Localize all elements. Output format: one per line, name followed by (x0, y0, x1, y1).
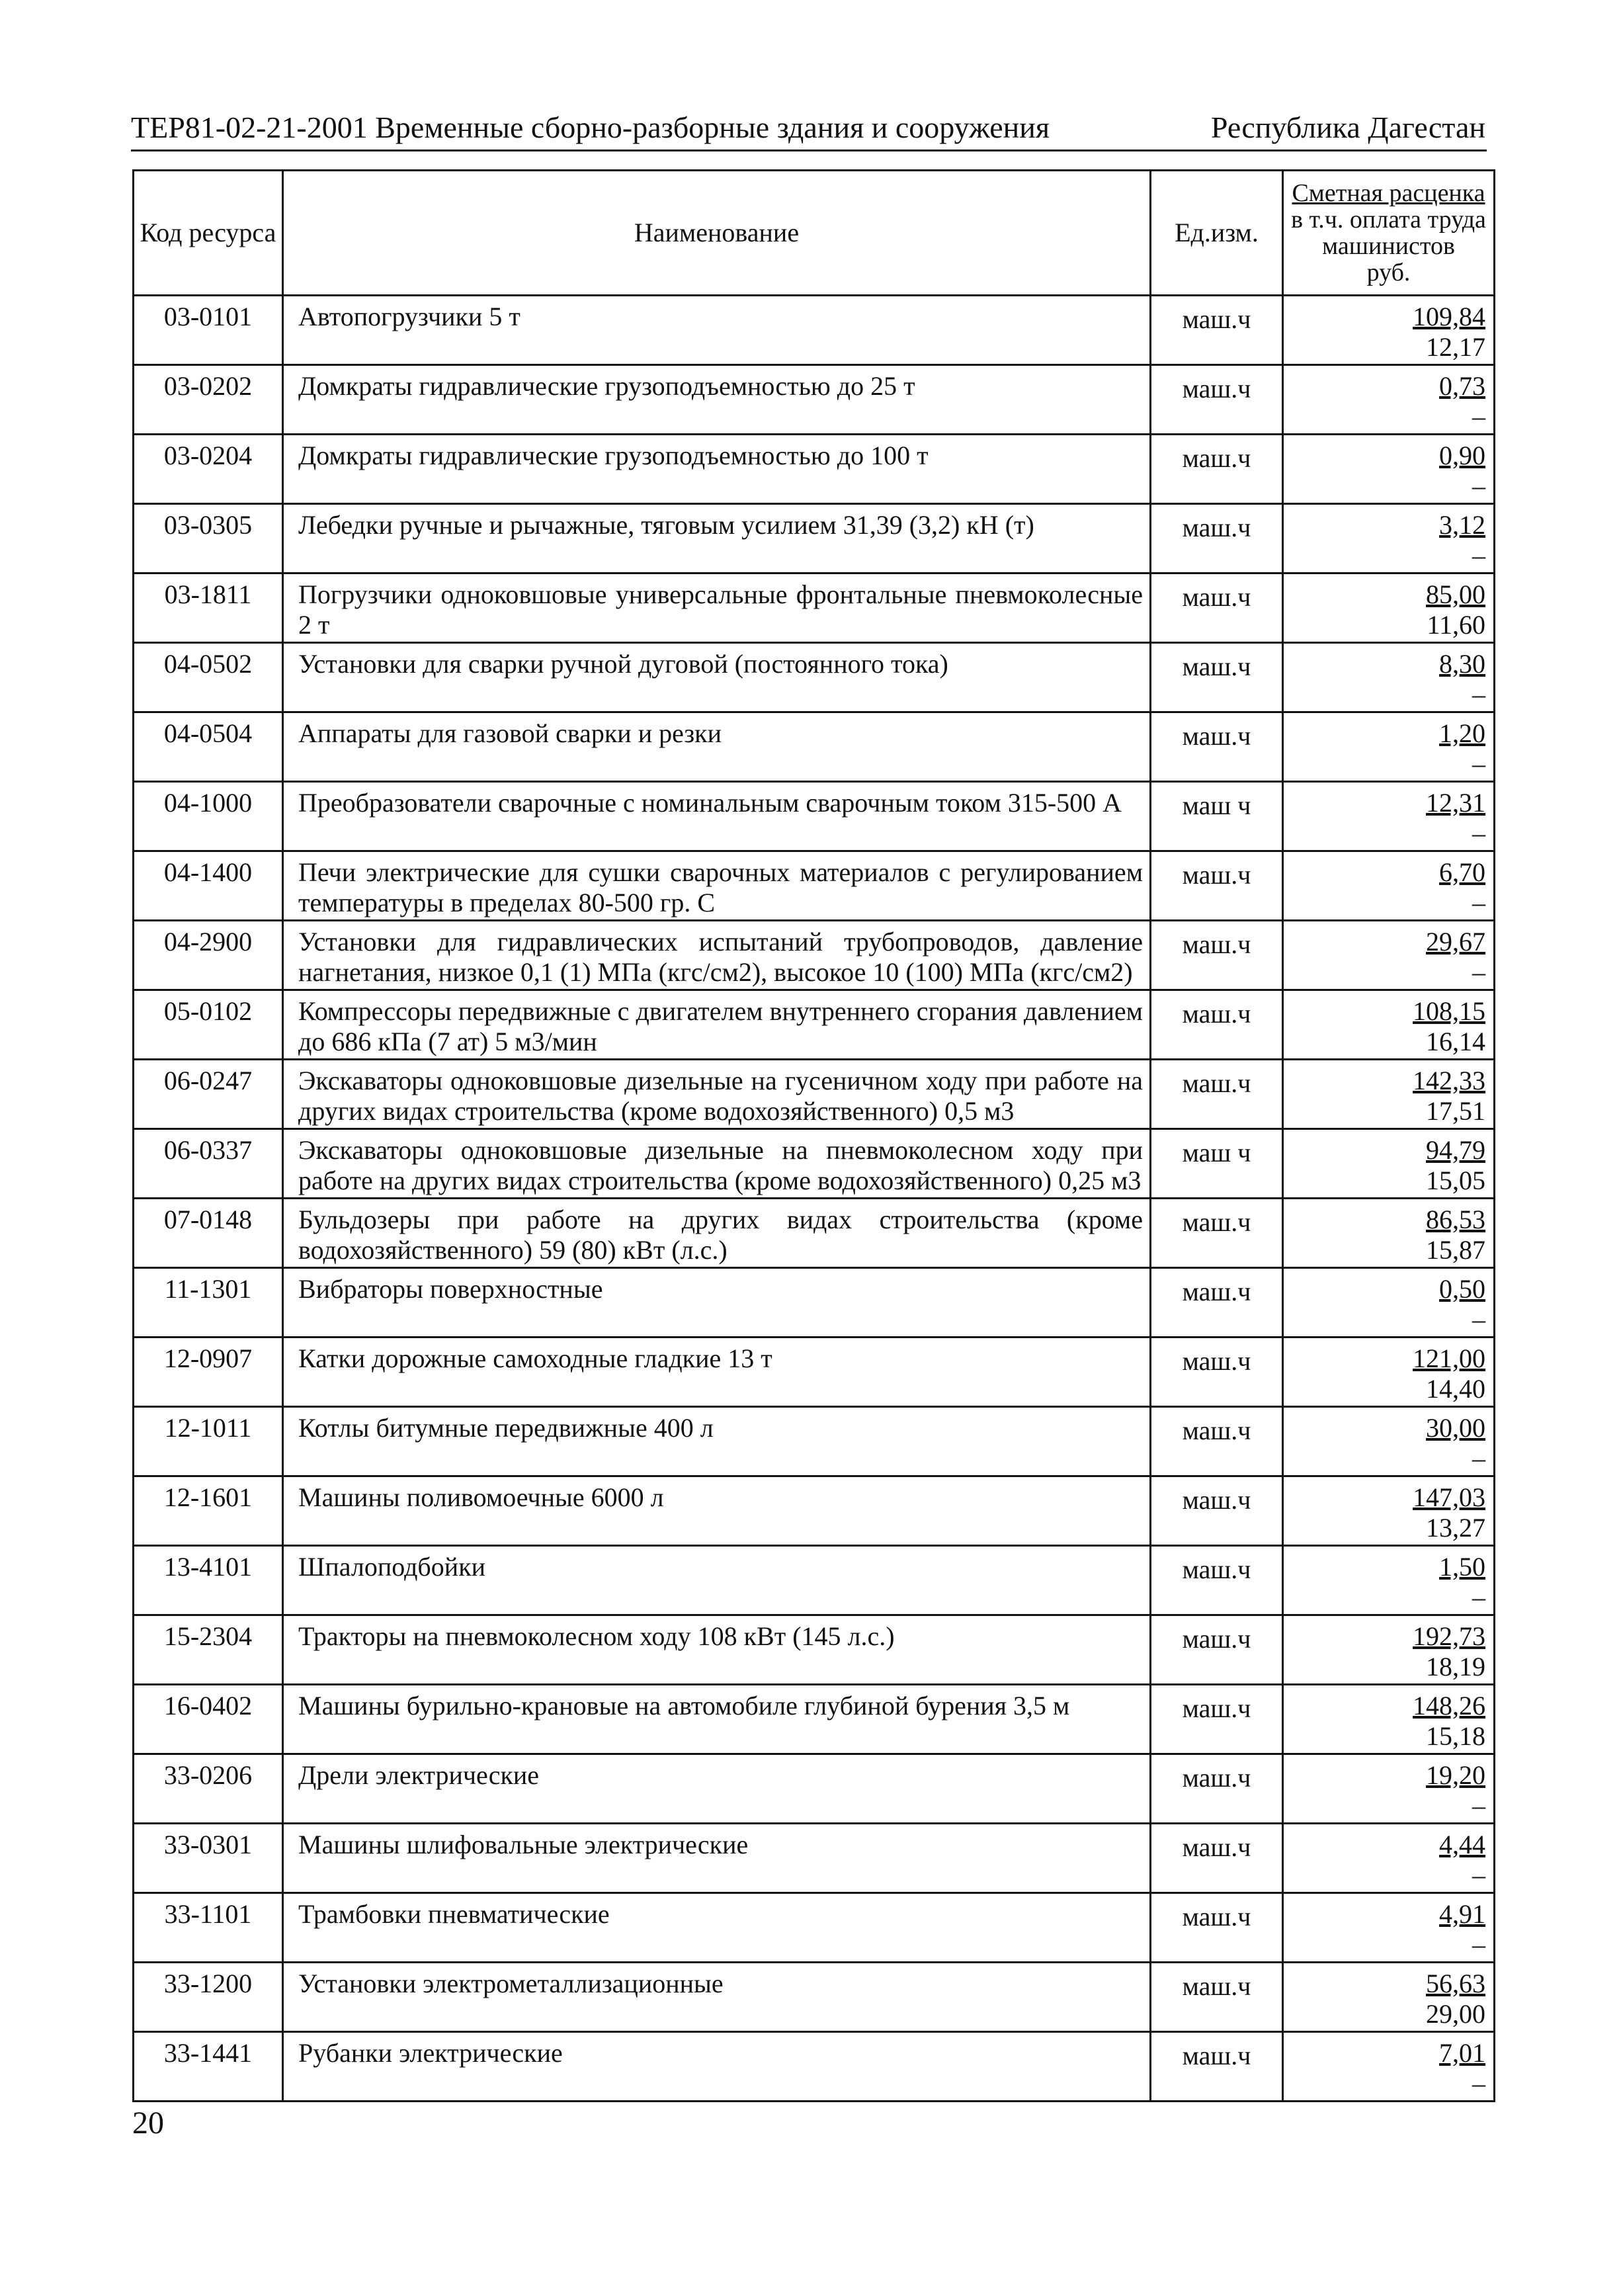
rate-cell (1283, 1338, 1495, 1407)
resource-name: Трамбовки пневматические (283, 1893, 1151, 1963)
machine-rates-table (132, 169, 1495, 2102)
table-row (134, 1824, 1495, 1893)
resource-name: Печи электрические для сушки сварочных материалов с регулированием температуры в пределах 80-500 гр. С (283, 851, 1151, 921)
estimated-rate: 0,50 (1439, 1274, 1485, 1304)
rate-cell (1283, 1824, 1495, 1893)
operator-labor-cost: 15,18 (1426, 1721, 1485, 1751)
operator-labor-cost: – (1472, 1443, 1485, 1473)
table-row (134, 1476, 1495, 1546)
estimated-rate: 6,70 (1439, 857, 1485, 887)
resource-name: Котлы битумные передвижные 400 л (283, 1407, 1151, 1476)
resource-name: Вибраторы поверхностные (283, 1268, 1151, 1338)
resource-code: 03-0305 (134, 504, 283, 574)
header-rule (131, 149, 1487, 151)
estimated-rate: 1,20 (1439, 718, 1485, 748)
unit-of-measure: маш.ч (1151, 1199, 1283, 1268)
estimated-rate: 109,84 (1413, 302, 1485, 331)
operator-labor-cost: – (1472, 1860, 1485, 1890)
resource-code: 16-0402 (134, 1685, 283, 1754)
resource-code: 04-0504 (134, 712, 283, 782)
resource-name: Машины поливомоечные 6000 л (283, 1476, 1151, 1546)
estimated-rate: 148,26 (1413, 1691, 1485, 1721)
operator-labor-cost: 12,17 (1426, 332, 1485, 362)
estimated-rate: 85,00 (1426, 579, 1485, 609)
resource-name: Рубанки электрические (283, 2032, 1151, 2102)
resource-name: Дрели электрические (283, 1754, 1151, 1824)
operator-labor-cost: 13,27 (1426, 1513, 1485, 1543)
column-header-name: Наименование (283, 171, 1151, 296)
table-row (134, 435, 1495, 504)
estimated-rate: 121,00 (1413, 1343, 1485, 1373)
estimated-rate: 19,20 (1426, 1760, 1485, 1790)
operator-labor-cost: 18,19 (1426, 1652, 1485, 1681)
page-header (131, 106, 1485, 149)
estimated-rate: 108,15 (1413, 996, 1485, 1026)
table-header-row (134, 171, 1495, 296)
unit-of-measure: маш.ч (1151, 990, 1283, 1060)
resource-name: Установки для гидравлических испытаний трубопроводов, давление нагнетания, низкое 0,1 (1) МПа (кгс/см2), высокое 10 (100) МПа (кгс/см2) (283, 921, 1151, 990)
operator-labor-cost: – (1472, 1791, 1485, 1820)
table-row (134, 1129, 1495, 1199)
table-row (134, 296, 1495, 365)
table-row (134, 921, 1495, 990)
operator-labor-cost: – (1472, 749, 1485, 779)
operator-labor-cost: – (1472, 540, 1485, 570)
unit-of-measure: маш.ч (1151, 435, 1283, 504)
unit-of-measure: маш.ч (1151, 1893, 1283, 1963)
rate-cell (1283, 1268, 1495, 1338)
unit-of-measure: маш.ч (1151, 365, 1283, 435)
operator-labor-cost: 15,05 (1426, 1166, 1485, 1195)
table-row (134, 1407, 1495, 1476)
resource-code: 04-2900 (134, 921, 283, 990)
rate-cell (1283, 782, 1495, 851)
unit-of-measure: маш.ч (1151, 1546, 1283, 1615)
table-row (134, 1060, 1495, 1129)
rate-cell (1283, 1893, 1495, 1963)
unit-of-measure: маш ч (1151, 782, 1283, 851)
resource-name: Установки для сварки ручной дуговой (постоянного тока) (283, 643, 1151, 712)
rate-cell (1283, 921, 1495, 990)
unit-of-measure: маш.ч (1151, 2032, 1283, 2102)
resource-code: 04-1000 (134, 782, 283, 851)
unit-of-measure: маш.ч (1151, 1268, 1283, 1338)
resource-name: Катки дорожные самоходные гладкие 13 т (283, 1338, 1151, 1407)
rate-cell (1283, 1963, 1495, 2032)
unit-of-measure: маш.ч (1151, 1476, 1283, 1546)
operator-labor-cost: 14,40 (1426, 1374, 1485, 1404)
resource-name: Погрузчики одноковшовые универсальные фронтальные пневмоколесные 2 т (283, 574, 1151, 643)
rate-cell (1283, 296, 1495, 365)
operator-labor-cost: – (1472, 888, 1485, 917)
estimated-rate: 56,63 (1426, 1969, 1485, 1998)
operator-labor-cost: 16,14 (1426, 1027, 1485, 1056)
rate-cell (1283, 504, 1495, 574)
table-row (134, 851, 1495, 921)
resource-code: 33-0301 (134, 1824, 283, 1893)
unit-of-measure: маш.ч (1151, 1060, 1283, 1129)
operator-labor-cost: 11,60 (1427, 610, 1485, 640)
resource-name: Компрессоры передвижные с двигателем внутреннего сгорания давлением до 686 кПа (7 ат) 5 м3/мин (283, 990, 1151, 1060)
operator-labor-cost: 15,87 (1426, 1235, 1485, 1265)
estimated-rate: 192,73 (1413, 1621, 1485, 1651)
operator-labor-cost: 29,00 (1426, 1999, 1485, 2029)
resource-code: 33-1441 (134, 2032, 283, 2102)
resource-code: 06-0337 (134, 1129, 283, 1199)
unit-of-measure: маш.ч (1151, 1824, 1283, 1893)
rate-cell (1283, 1754, 1495, 1824)
resource-code: 13-4101 (134, 1546, 283, 1615)
rate-cell (1283, 1615, 1495, 1685)
unit-of-measure: маш.ч (1151, 574, 1283, 643)
unit-of-measure: маш.ч (1151, 504, 1283, 574)
rate-cell (1283, 1546, 1495, 1615)
estimated-rate: 1,50 (1439, 1552, 1485, 1582)
resource-name: Машины бурильно-крановые на автомобиле глубиной бурения 3,5 м (283, 1685, 1151, 1754)
table-row (134, 1615, 1495, 1685)
region-label: Республика Дагестан (1210, 110, 1485, 144)
unit-of-measure: маш.ч (1151, 712, 1283, 782)
rate-cell (1283, 851, 1495, 921)
rate-cell (1283, 1129, 1495, 1199)
rate-cell (1283, 2032, 1495, 2102)
resource-name: Аппараты для газовой сварки и резки (283, 712, 1151, 782)
resource-name: Экскаваторы одноковшовые дизельные на пневмоколесном ходу при работе на других видах строительства (кроме водохозяйственного) 0,25 м3 (283, 1129, 1151, 1199)
operator-labor-cost: 17,51 (1426, 1096, 1485, 1126)
column-header-rate (1283, 171, 1495, 296)
resource-code: 12-1011 (134, 1407, 283, 1476)
resource-code: 15-2304 (134, 1615, 283, 1685)
unit-of-measure: маш.ч (1151, 643, 1283, 712)
estimated-rate: 142,33 (1413, 1066, 1485, 1095)
estimated-rate: 7,01 (1439, 2038, 1485, 2068)
rate-cell (1283, 712, 1495, 782)
resource-code: 33-1200 (134, 1963, 283, 2032)
rate-title: Сметная расценка (1292, 179, 1485, 207)
resource-name: Экскаваторы одноковшовые дизельные на гусеничном ходу при работе на других видах строительства (кроме водохозяйственного) 0,5 м3 (283, 1060, 1151, 1129)
table-row (134, 782, 1495, 851)
table-row (134, 712, 1495, 782)
resource-code: 05-0102 (134, 990, 283, 1060)
operator-labor-cost: – (1472, 1304, 1485, 1334)
resource-name: Машины шлифовальные электрические (283, 1824, 1151, 1893)
operator-labor-cost: – (1472, 2068, 1485, 2098)
table-row (134, 1199, 1495, 1268)
table-body (134, 296, 1495, 2102)
operator-labor-cost: – (1472, 1582, 1485, 1612)
resource-name: Бульдозеры при работе на других видах строительства (кроме водохозяйственного) 59 (80) кВт (л.с.) (283, 1199, 1151, 1268)
resource-name: Шпалоподбойки (283, 1546, 1151, 1615)
unit-of-measure: маш.ч (1151, 851, 1283, 921)
operator-labor-cost: – (1472, 1930, 1485, 1959)
estimated-rate: 0,90 (1439, 441, 1485, 470)
rate-cell (1283, 1685, 1495, 1754)
resource-code: 07-0148 (134, 1199, 283, 1268)
operator-labor-cost: – (1472, 957, 1485, 987)
resource-name: Преобразователи сварочные с номинальным сварочным током 315-500 А (283, 782, 1151, 851)
table-row (134, 504, 1495, 574)
unit-of-measure: маш ч (1151, 1129, 1283, 1199)
rate-cell (1283, 1407, 1495, 1476)
table-row (134, 1754, 1495, 1824)
table-row (134, 574, 1495, 643)
table-row (134, 2032, 1495, 2102)
table-row (134, 1546, 1495, 1615)
resource-code: 12-1601 (134, 1476, 283, 1546)
rate-cell (1283, 643, 1495, 712)
estimated-rate: 8,30 (1439, 649, 1485, 679)
resource-code: 03-0101 (134, 296, 283, 365)
table-row (134, 990, 1495, 1060)
unit-of-measure: маш.ч (1151, 1963, 1283, 2032)
resource-code: 11-1301 (134, 1268, 283, 1338)
unit-of-measure: маш.ч (1151, 1407, 1283, 1476)
resource-code: 03-0202 (134, 365, 283, 435)
resource-code: 04-1400 (134, 851, 283, 921)
rate-unit: руб. (1366, 259, 1411, 286)
estimated-rate: 12,31 (1426, 788, 1485, 818)
unit-of-measure: маш.ч (1151, 921, 1283, 990)
rate-cell (1283, 1476, 1495, 1546)
table-row (134, 643, 1495, 712)
table-row (134, 1893, 1495, 1963)
operator-labor-cost: – (1472, 471, 1485, 501)
estimated-rate: 86,53 (1426, 1205, 1485, 1234)
rate-cell (1283, 365, 1495, 435)
rate-cell (1283, 990, 1495, 1060)
column-header-unit: Ед.изм. (1151, 171, 1283, 296)
unit-of-measure: маш.ч (1151, 1754, 1283, 1824)
resource-code: 06-0247 (134, 1060, 283, 1129)
estimated-rate: 3,12 (1439, 510, 1485, 540)
rate-cell (1283, 1199, 1495, 1268)
unit-of-measure: маш.ч (1151, 1615, 1283, 1685)
estimated-rate: 29,67 (1426, 927, 1485, 957)
column-header-code: Код ресурса (134, 171, 283, 296)
table-row (134, 1268, 1495, 1338)
document-title: ТЕР81-02-21-2001 Временные сборно-разборные здания и сооружения (131, 110, 1050, 144)
unit-of-measure: маш.ч (1151, 1338, 1283, 1407)
estimated-rate: 4,91 (1439, 1899, 1485, 1929)
rate-cell (1283, 1060, 1495, 1129)
unit-of-measure: маш.ч (1151, 1685, 1283, 1754)
operator-labor-cost: – (1472, 818, 1485, 848)
table-row (134, 365, 1495, 435)
operator-labor-cost: – (1472, 679, 1485, 709)
resource-name: Автопогрузчики 5 т (283, 296, 1151, 365)
table-row (134, 1963, 1495, 2032)
resource-name: Тракторы на пневмоколесном ходу 108 кВт (145 л.с.) (283, 1615, 1151, 1685)
estimated-rate: 94,79 (1426, 1135, 1485, 1165)
resource-code: 12-0907 (134, 1338, 283, 1407)
resource-name: Лебедки ручные и рычажные, тяговым усилием 31,39 (3,2) кН (т) (283, 504, 1151, 574)
rate-cell (1283, 574, 1495, 643)
estimated-rate: 0,73 (1439, 371, 1485, 401)
estimated-rate: 147,03 (1413, 1482, 1485, 1512)
estimated-rate: 30,00 (1426, 1413, 1485, 1443)
operator-labor-cost: – (1472, 402, 1485, 431)
estimated-rate: 4,44 (1439, 1830, 1485, 1859)
resource-name: Домкраты гидравлические грузоподъемностью до 100 т (283, 435, 1151, 504)
resource-name: Домкраты гидравлические грузоподъемностью до 25 т (283, 365, 1151, 435)
resource-code: 03-1811 (134, 574, 283, 643)
rate-cell (1283, 435, 1495, 504)
unit-of-measure: маш.ч (1151, 296, 1283, 365)
resource-code: 33-1101 (134, 1893, 283, 1963)
rate-subtitle: в т.ч. оплата труда машинистов (1291, 206, 1486, 260)
table-row (134, 1685, 1495, 1754)
table-row (134, 1338, 1495, 1407)
page-number: 20 (132, 2105, 164, 2141)
resource-code: 33-0206 (134, 1754, 283, 1824)
resource-code: 04-0502 (134, 643, 283, 712)
resource-code: 03-0204 (134, 435, 283, 504)
resource-name: Установки электрометаллизационные (283, 1963, 1151, 2032)
